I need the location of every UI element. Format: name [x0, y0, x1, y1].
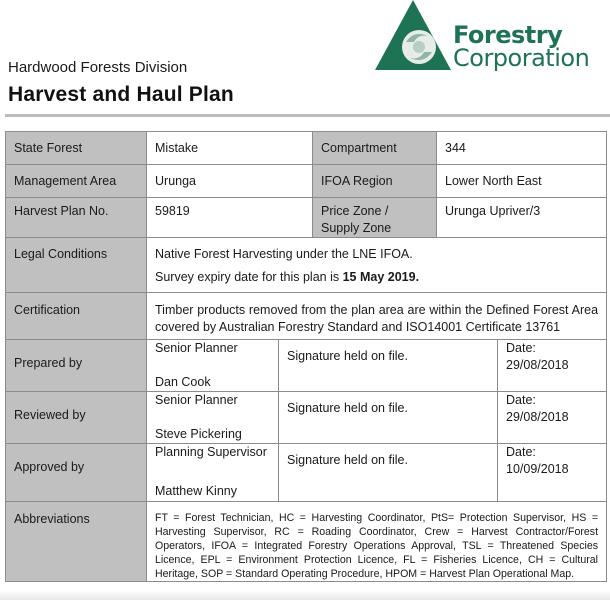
logo-line-1: Forestry — [453, 21, 563, 49]
approved-by-name: Matthew Kinny — [155, 484, 237, 498]
reviewed-by-label: Reviewed by — [6, 392, 147, 444]
date-value: 29/08/2018 — [506, 410, 569, 424]
survey-expiry-line — [155, 269, 598, 286]
forestry-corporation-logo — [373, 0, 610, 75]
prepared-by-name: Dan Cook — [155, 375, 211, 389]
price-zone-value: Urunga Upriver/3 — [437, 198, 607, 238]
management-area-value: Urunga — [147, 165, 313, 198]
certification-label: Certification — [6, 293, 147, 340]
compartment-value: 344 — [437, 132, 607, 165]
date-label: Date: — [506, 445, 536, 459]
reviewed-by-role: Senior Planner — [155, 393, 238, 407]
approved-by-person — [147, 444, 279, 502]
division-name: Hardwood Forests Division — [8, 59, 188, 76]
reviewed-by-person — [147, 392, 279, 444]
approved-by-signature: Signature held on file. — [279, 444, 498, 502]
reviewed-by-name: Steve Pickering — [155, 427, 242, 441]
harvest-plan-no-label: Harvest Plan No. — [6, 198, 147, 238]
approved-by-label: Approved by — [6, 444, 147, 502]
prepared-by-signature: Signature held on file. — [279, 340, 498, 392]
prepared-by-date — [498, 340, 607, 392]
page-title: Harvest and Haul Plan — [8, 83, 234, 106]
legal-conditions-value — [147, 238, 607, 293]
ifoa-region-value: Lower North East — [437, 165, 607, 198]
table-row — [6, 132, 607, 165]
abbreviations-value: FT = Forest Technician, HC = Harvesting Coordinator, PtS= Protection Supervisor, HS = Harvesting Supervisor, RC = Roading Coordinator, Crew = Harvest Contractor/Forest Operators, IFOA = Integrated Forestry Operations Approval, TSL = Threatened Species Licence, EPL = Environment Protection Licence, FL = Fisheries Licence, CH = Cultural Heritage, SOP = Standard Operating Procedure, HPOM = Harvest Plan Operational Map. — [147, 502, 607, 582]
ifoa-region-label: IFOA Region — [313, 165, 437, 198]
survey-expiry-text: Survey expiry date for this plan is — [155, 270, 343, 284]
legal-conditions-label: Legal Conditions — [6, 238, 147, 293]
table-row — [6, 198, 607, 238]
table-row — [6, 444, 607, 502]
legal-conditions-line-1: Native Forest Harvesting under the LNE IFOA. — [155, 247, 413, 261]
table-row — [6, 293, 607, 340]
date-value: 10/09/2018 — [506, 462, 569, 476]
date-value: 29/08/2018 — [506, 358, 569, 372]
prepared-by-role: Senior Planner — [155, 341, 238, 355]
prepared-by-person — [147, 340, 279, 392]
reviewed-by-signature: Signature held on file. — [279, 392, 498, 444]
date-label: Date: — [506, 393, 536, 407]
price-zone-label: Price Zone / Supply Zone — [313, 198, 437, 238]
state-forest-value: Mistake — [147, 132, 313, 165]
state-forest-label: State Forest — [6, 132, 147, 165]
table-row — [6, 392, 607, 444]
harvest-plan-table — [5, 131, 607, 582]
table-row — [6, 165, 607, 198]
compartment-label: Compartment — [313, 132, 437, 165]
table-row — [6, 502, 607, 582]
date-label: Date: — [506, 341, 536, 355]
table-row — [6, 340, 607, 392]
table-row — [6, 238, 607, 293]
header-divider — [5, 114, 610, 117]
page-bottom-shadow — [0, 590, 610, 600]
reviewed-by-date — [498, 392, 607, 444]
prepared-by-label: Prepared by — [6, 340, 147, 392]
abbreviations-label: Abbreviations — [6, 502, 147, 582]
approved-by-role: Planning Supervisor — [155, 445, 267, 459]
certification-value: Timber products removed from the plan area are within the Defined Forest Area covered by Australian Forestry Standard and ISO14001 Certificate 13761 — [147, 293, 607, 340]
survey-expiry-date: 15 May 2019. — [342, 270, 420, 284]
approved-by-date — [498, 444, 607, 502]
logo-line-2: Corporation — [453, 44, 590, 72]
triangle-swirl-logo-icon — [373, 0, 453, 72]
harvest-plan-no-value: 59819 — [147, 198, 313, 238]
management-area-label: Management Area — [6, 165, 147, 198]
